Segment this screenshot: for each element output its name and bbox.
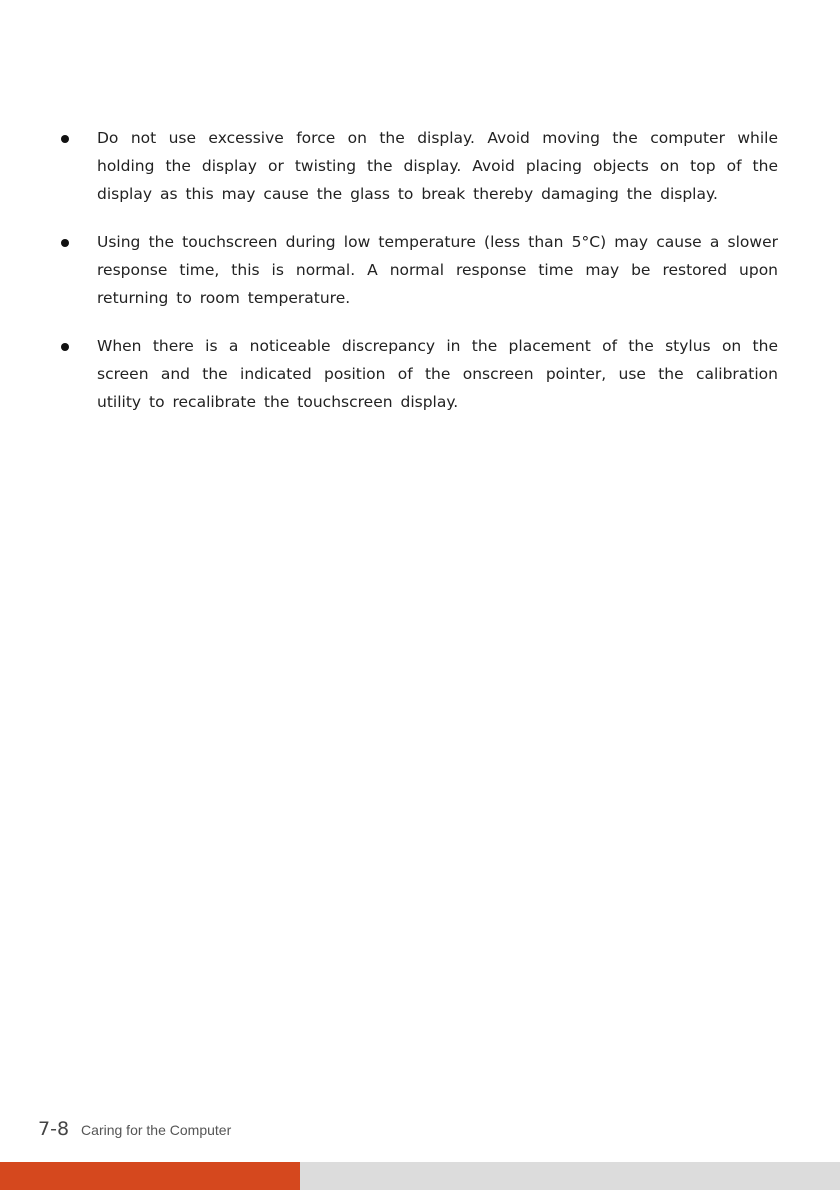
section-title: Caring for the Computer [81,1122,232,1138]
footer-bar-grey [300,1162,840,1190]
bullet-text: Do not use excessive force on the display. Avoid moving the computer while holding the display or twisting the display. Avoid placing objects on top of the display as this may cause the glass to break thereby damaging the display. [97,129,778,203]
footer-bar [0,1162,840,1190]
list-item [58,332,778,416]
page-number: 7-8 [38,1118,70,1140]
bullet-icon [61,239,69,247]
bullet-list [58,124,778,436]
bullet-icon [61,343,69,351]
footer-bar-accent [0,1162,300,1190]
list-item [58,228,778,312]
bullet-text: Using the touchscreen during low temperature (less than 5°C) may cause a slower response time, this is normal. A normal response time may be restored upon returning to room temperature. [97,233,778,307]
list-item [58,124,778,208]
page-footer [38,1118,231,1144]
bullet-text: When there is a noticeable discrepancy in the placement of the stylus on the screen and the indicated position of the onscreen pointer, use the calibration utility to recalibrate the touchscreen display. [97,337,778,411]
bullet-icon [61,135,69,143]
